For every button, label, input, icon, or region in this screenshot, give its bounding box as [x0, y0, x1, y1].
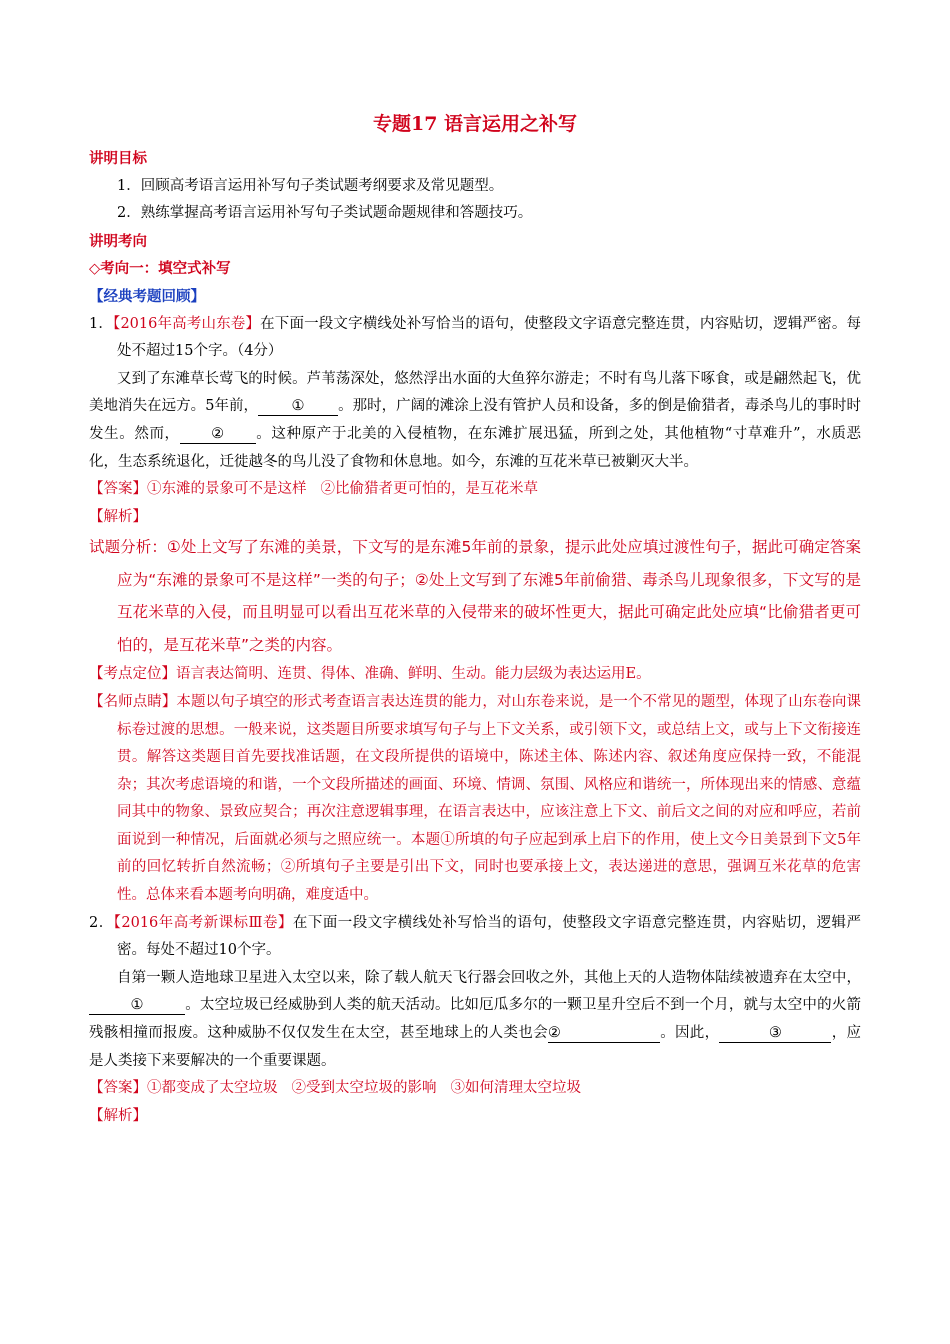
question-2-stem [89, 910, 861, 965]
passage-text: 。太空垃圾已经威胁到人类的航天活动。比如厄瓜多尔的一颗卫星升空后不到一个月，就与太空中的火箭残骸相撞而报废。这种威胁不仅仅发生在太空，甚至地球上的人类也会 [89, 997, 861, 1042]
passage-text: 。这种原产于北美的入侵植物，在东滩扩展迅猛，所到之处，其他植物“寸草难升”，水质恶化，生态系统退化，迁徙越冬的鸟儿没了食物和休息地。如今，东滩的互花米草已被剿灭大半。 [89, 425, 862, 470]
goal-item: 1．回顾高考语言运用补写句子类试题考纲要求及常见题型。 [117, 177, 504, 194]
blank-2: ② [180, 425, 256, 444]
question-source: 【2016年高考山东卷】 [113, 315, 261, 332]
point-label: 【考点定位】 [89, 666, 176, 683]
blank-3: ③ [719, 1024, 831, 1043]
blank-1: ① [258, 397, 338, 416]
answer-item: ①都变成了太空垃圾 [147, 1080, 278, 1097]
point-location [89, 661, 861, 689]
passage-text: 。因此， [659, 1025, 720, 1042]
teacher-text: 本题以句子填空的形式考查语言表达连贯的能力，对山东卷来说，是一个不常见的题型，体现了山东卷向课标卷过渡的思想。一般来说，这类题目所要求填写句子与上下文关系，或引领下文，或总结上文，或与上下文衔接连贯。解答这类题目首先要找准话题，在文段所提供的语境中，陈述主体、陈述内容、叙述角度应保持一致，不能混杂；其次考虑语境的和谐，一个文段所描述的画面、环境、情调、氛围、风格应和谐统一，所体现出来的情感、意蕴同其中的物象、景致应契合；再次注意逻辑事理，在语言表达中，应该注意上下文、前后文之间的对应和呼应，若前面说到一种情况，后面就必须与之照应统一。本题①所填的句子应起到承上启下的作用，使上文今日美景到下文5年前的回忆转折自然流畅；②所填句子主要是引出下文，同时也要承接上文，表达递进的意思，强调互米花草的危害性。总体来看本题考向明确，难度适中。 [117, 693, 861, 904]
analysis-text: 试题分析：①处上文写了东滩的美景，下文写的是东滩5年前的景象，提示此处应填过渡性句子，据此可确定答案应为“东滩的景象可不是这样”一类的句子；②处上文写到了东滩5年前偷猎、毒杀鸟儿现象很多，下文写的是互花米草的入侵，而且明显可以看出互花米草的入侵带来的破坏性更大，据此可确定此处应填“比偷猎者更可怕的，是互花米草”之类的内容。 [89, 538, 861, 654]
answer-label: 【答案】 [89, 1080, 147, 1097]
document-content [89, 110, 861, 1130]
answer-item: ②受到太空垃圾的影响 [291, 1080, 437, 1097]
blank-2: ② [548, 1024, 660, 1043]
teacher-label: 【名师点睛】 [89, 693, 177, 710]
question-number: 2． [89, 914, 114, 931]
question-text: 在下面一段文字横线处补写恰当的语句，使整段文字语意完整连贯，内容贴切，逻辑严密。每处不超过15个字。（4分） [117, 315, 861, 360]
answer-1 [89, 476, 861, 504]
page-title: 专题17 语言运用之补写 [372, 113, 578, 135]
question-text: 在下面一段文字横线处补写恰当的语句，使整段文字语意完整连贯，内容贴切，逻辑严密。每处不超过10个字。 [117, 914, 861, 959]
analysis-label: 【解析】 [89, 508, 147, 525]
classic-heading: 【经典考题回顾】 [89, 287, 205, 305]
passage-text: ，应是人类接下来要解决的一个重要课题。 [89, 1025, 862, 1069]
question-1-passage [89, 366, 861, 476]
answer-item: ②比偷猎者更可怕的，是互花米草 [320, 481, 538, 498]
answer-item: ③如何清理太空垃圾 [450, 1080, 581, 1097]
goal-item: 2．熟练掌握高考语言运用补写句子类试题命题规律和答题技巧。 [117, 205, 533, 222]
passage-text: 。那时，广阔的滩涂上没有管护人员和设备，多的倒是偷猎者，毒杀鸟儿的事时时发生。然而， [89, 398, 861, 442]
goal-heading: 讲明目标 [89, 150, 147, 167]
answer-2 [89, 1075, 861, 1103]
teacher-comment [89, 689, 861, 910]
passage-text: 自第一颗人造地球卫星进入太空以来，除了载人航天飞行器会回收之外，其他上天的人造物体陆续被遗弃在太空中， [117, 969, 861, 986]
blank-1: ① [89, 996, 185, 1015]
answer-item: ①东滩的景象可不是这样 [147, 481, 307, 498]
direction-one-heading: ◇考向一：填空式补写 [89, 260, 231, 278]
passage-text: 又到了东滩草长莺飞的时候。芦苇荡深处，悠然浮出水面的大鱼猝尔游走；不时有鸟儿落下啄食，或是翩然起飞，优美地消失在远方。5年前， [89, 370, 861, 415]
question-source: 【2016年高考新课标Ⅲ卷】 [113, 914, 293, 931]
question-2-passage [89, 965, 861, 1075]
point-text: 语言表达简明、连贯、得体、准确、鲜明、生动。能力层级为表达运用E。 [176, 666, 651, 683]
analysis-label: 【解析】 [89, 1107, 147, 1124]
question-1-stem [89, 311, 861, 366]
direction-heading: 讲明考向 [89, 232, 147, 250]
answer-label: 【答案】 [89, 481, 147, 498]
question-number: 1． [89, 315, 114, 332]
